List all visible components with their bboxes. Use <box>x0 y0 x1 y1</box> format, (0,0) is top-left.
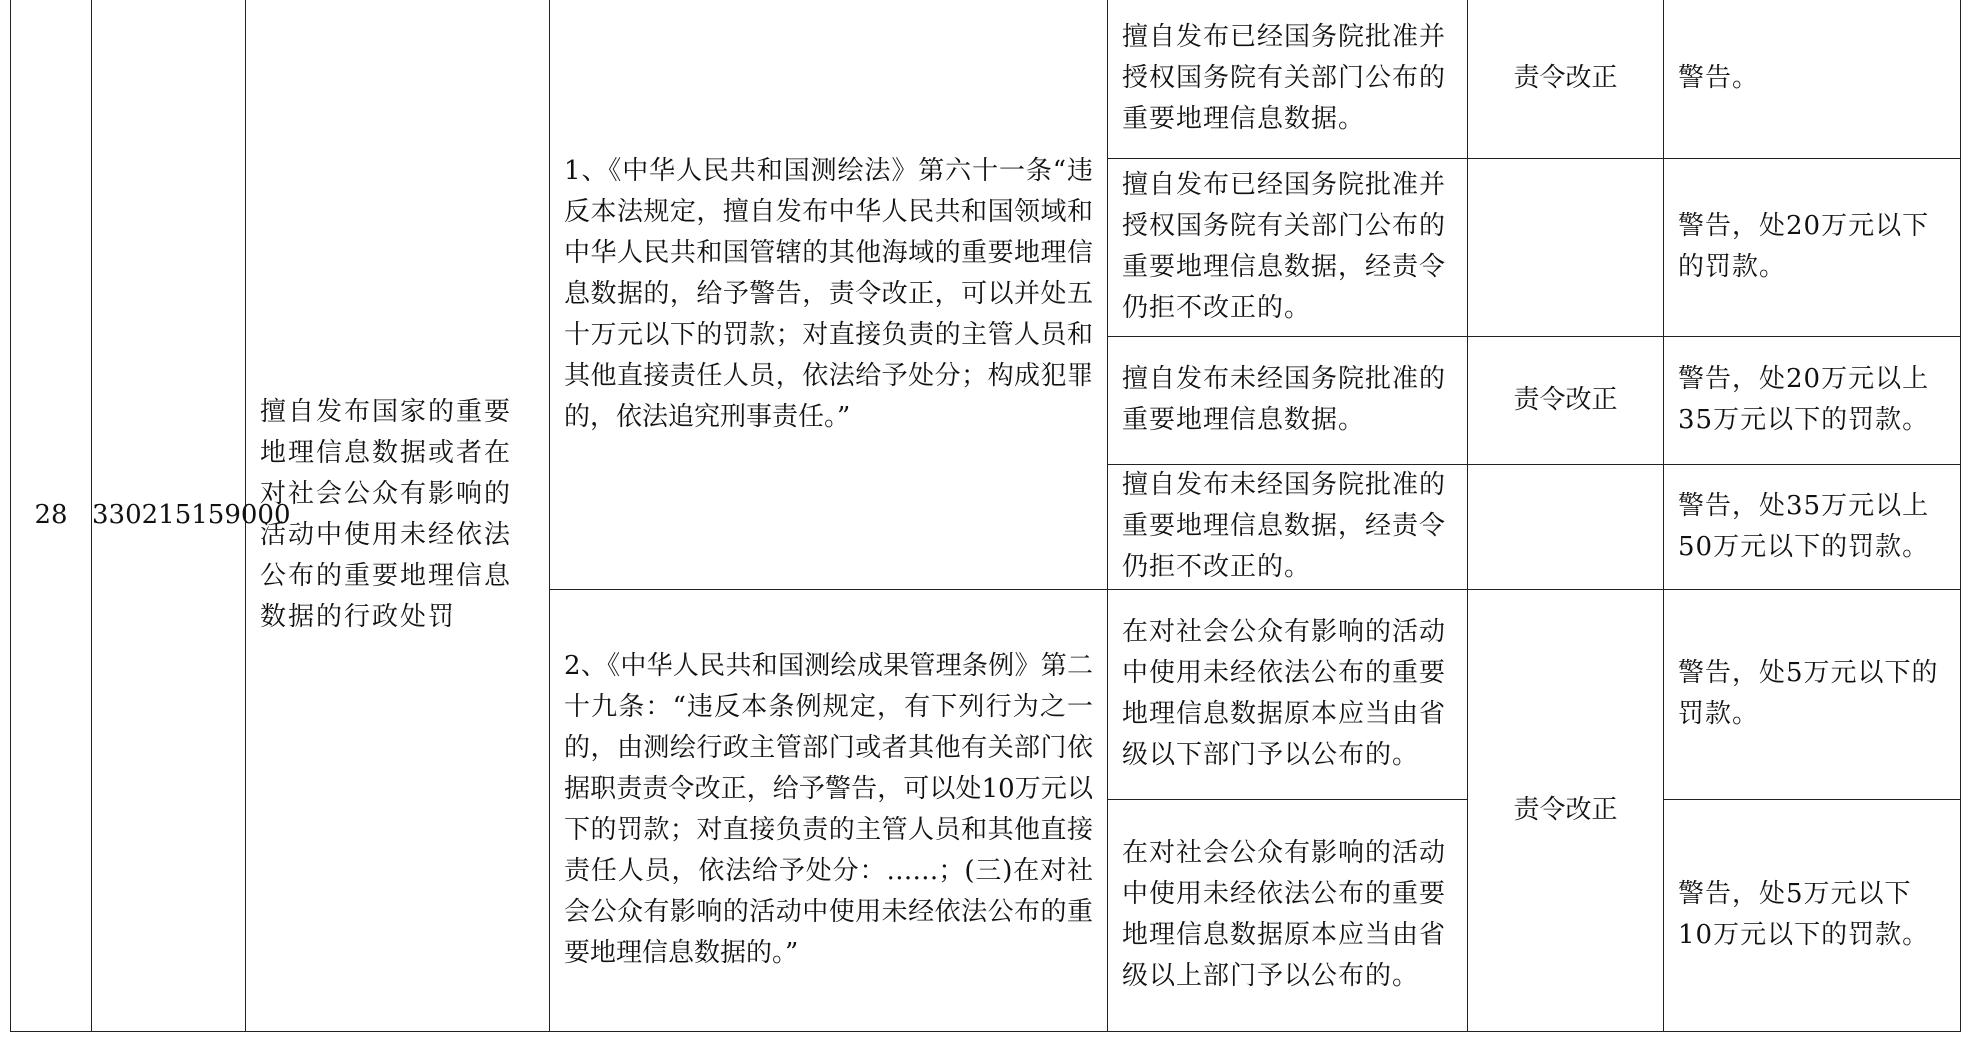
item-code: 330215159000 <box>92 0 246 1031</box>
penalty-cell: 警告，处5万元以下10万元以下的罚款。 <box>1664 799 1961 1031</box>
condition-cell: 在对社会公众有影响的活动中使用未经依法公布的重要地理信息数据原本应当由省级以下部门予以公布的。 <box>1108 589 1468 799</box>
penalty-cell: 警告，处5万元以下的罚款。 <box>1664 589 1961 799</box>
item-name: 擅自发布国家的重要地理信息数据或者在对社会公众有影响的活动中使用未经依法公布的重要地理信息数据的行政处罚 <box>246 0 550 1031</box>
condition-cell: 擅自发布已经国务院批准并授权国务院有关部门公布的重要地理信息数据。 <box>1108 0 1468 158</box>
legal-basis-1: 1、《中华人民共和国测绘法》第六十一条“违反本法规定，擅自发布中华人民共和国领域和中华人民共和国管辖的其他海域的重要地理信息数据的，给予警告，责令改正，可以并处五十万元以下的罚款；对直接负责的主管人员和其他直接责任人员，依法给予处分；构成犯罪的，依法追究刑事责任。” <box>550 0 1108 589</box>
condition-cell: 在对社会公众有影响的活动中使用未经依法公布的重要地理信息数据原本应当由省级以上部门予以公布的。 <box>1108 799 1468 1031</box>
measure-cell <box>1468 464 1664 589</box>
measure-cell: 责令改正 <box>1468 0 1664 158</box>
measure-cell <box>1468 158 1664 336</box>
measure-cell: 责令改正 <box>1468 589 1664 1031</box>
penalty-cell: 警告，处20万元以上35万元以下的罚款。 <box>1664 336 1961 464</box>
penalty-cell: 警告，处35万元以上50万元以下的罚款。 <box>1664 464 1961 589</box>
row-number: 28 <box>11 0 92 1031</box>
measure-cell: 责令改正 <box>1468 336 1664 464</box>
condition-cell: 擅自发布未经国务院批准的重要地理信息数据，经责令仍拒不改正的。 <box>1108 464 1468 589</box>
penalty-cell: 警告，处20万元以下的罚款。 <box>1664 158 1961 336</box>
condition-cell: 擅自发布已经国务院批准并授权国务院有关部门公布的重要地理信息数据，经责令仍拒不改正的。 <box>1108 158 1468 336</box>
penalty-standard-table <box>10 0 1961 1032</box>
legal-basis-2: 2、《中华人民共和国测绘成果管理条例》第二十九条：“违反本条例规定，有下列行为之一的，由测绘行政主管部门或者其他有关部门依据职责责令改正，给予警告，可以处10万元以下的罚款；对直接负责的主管人员和其他直接责任人员，依法给予处分：……；(三)在对社会公众有影响的活动中使用未经依法公布的重要地理信息数据的。” <box>550 589 1108 1031</box>
table-row <box>11 0 1961 158</box>
penalty-cell: 警告。 <box>1664 0 1961 158</box>
condition-cell: 擅自发布未经国务院批准的重要地理信息数据。 <box>1108 336 1468 464</box>
